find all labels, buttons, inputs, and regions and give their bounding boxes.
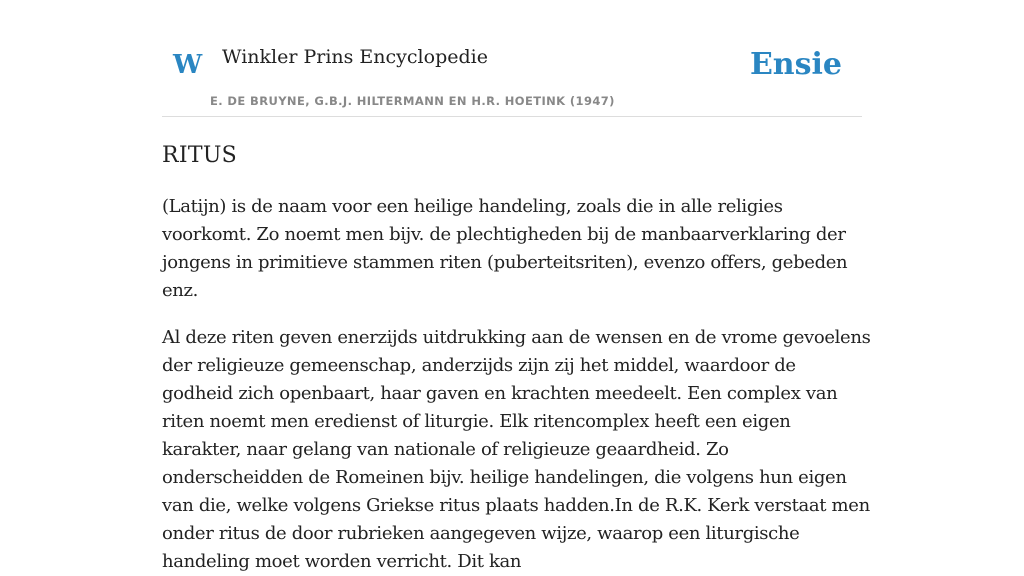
site-title[interactable]: Winkler Prins Encyclopedie xyxy=(222,46,488,68)
ensie-logo[interactable]: Ensie xyxy=(749,47,842,82)
article-paragraph: (Latijn) is de naam voor een heilige handeling, zoals die in alle religies voorkomt. Zo noemt men bijv. de plechtigheden bij de manbaarverklaring der jongens in primitieve stammen riten (puberteitsriten), evenzo offers, gebeden enz. xyxy=(162,196,848,301)
winkler-prins-logo[interactable]: W xyxy=(173,50,203,80)
site-authors: E. DE BRUYNE, G.B.J. HILTERMANN EN H.R. HOETINK (1947) xyxy=(210,94,615,108)
site-header xyxy=(162,0,862,117)
page xyxy=(162,0,871,576)
article-paragraph: Al deze riten geven enerzijds uitdrukking aan de wensen en de vrome gevoelens der religieuze gemeenschap, anderzijds zijn zij het middel, waardoor de godheid zich openbaart, haar gaven en krachten meedeelt. Een complex van riten noemt men eredienst of liturgie. Elk ritencomplex heeft een eigen karakter, naar gelang van nationale of religieuze geaardheid. Zo onderscheidden de Romeinen bijv. heilige handelingen, die volgens hun eigen van die, welke volgens Griekse ritus plaats hadden.In de R.K. Kerk verstaat men onder ritus de door rubrieken aangegeven wijze, waarop een liturgische handeling moet worden verricht. Dit kan xyxy=(162,327,871,572)
article-title: RITUS xyxy=(162,143,238,168)
